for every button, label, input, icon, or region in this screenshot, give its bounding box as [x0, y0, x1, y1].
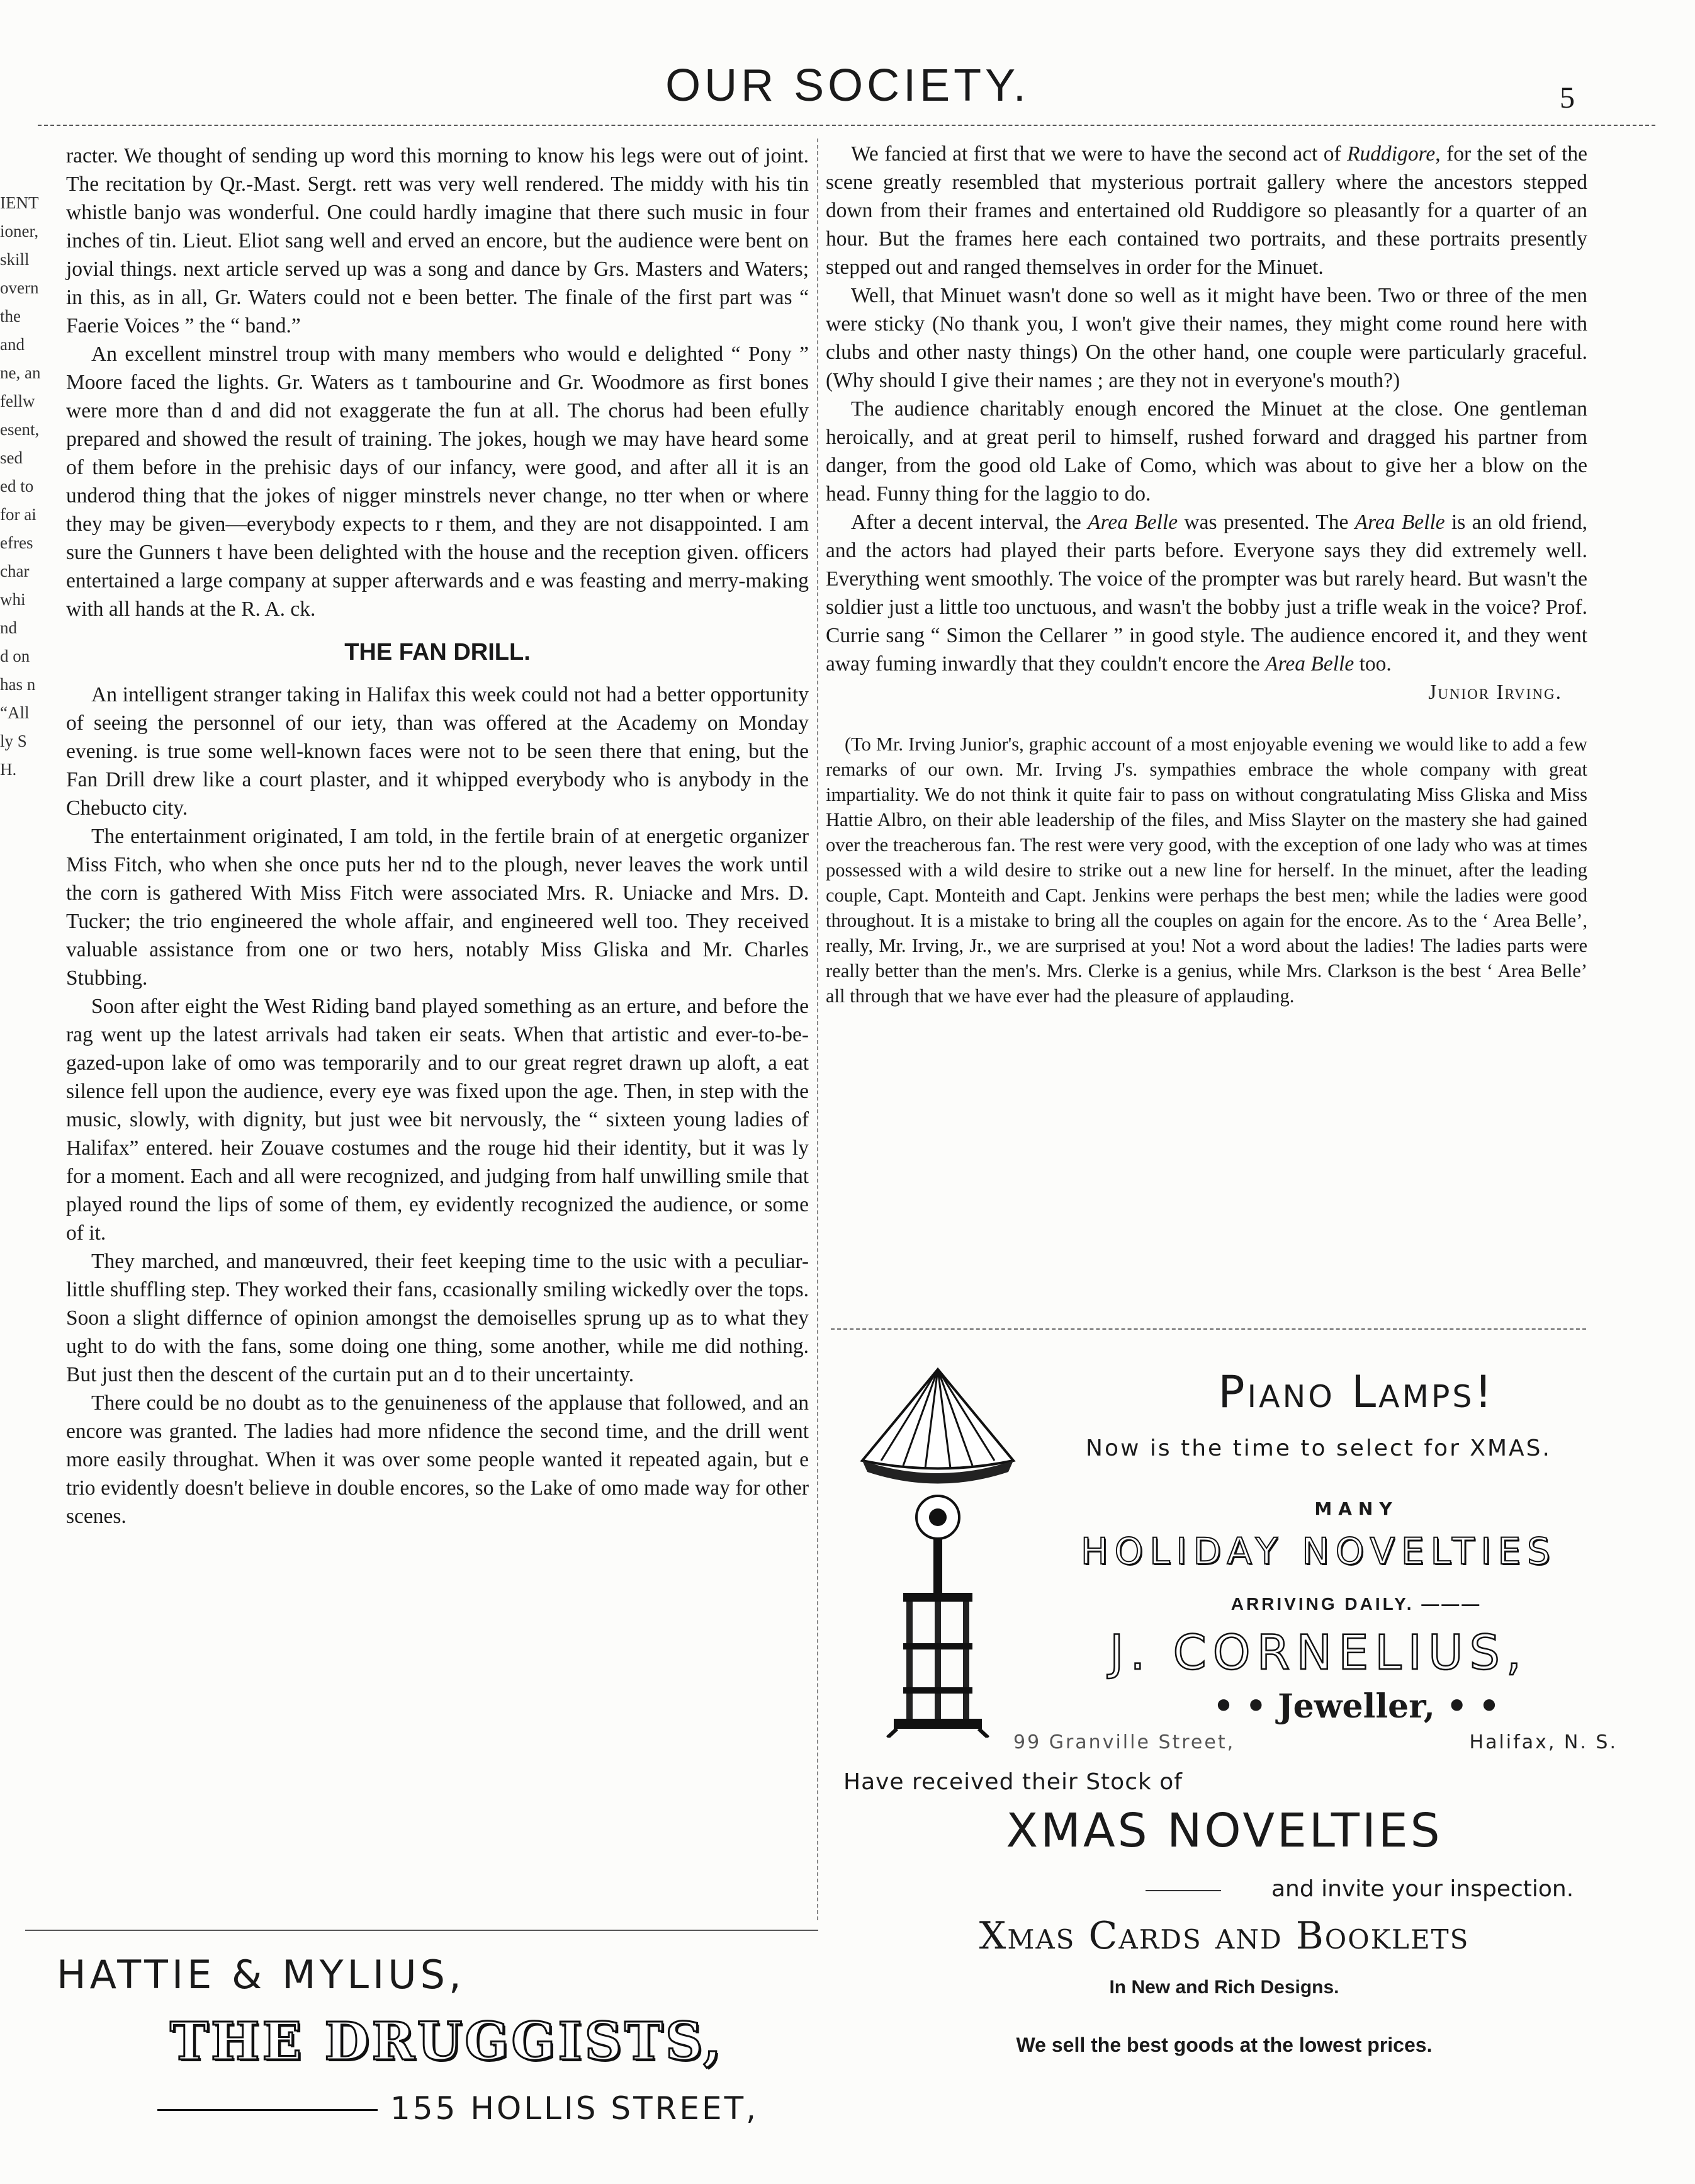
- right-column: [826, 140, 1587, 1009]
- druggists-ad: [38, 1939, 818, 2147]
- article-paragraph: The entertainment originated, I am told, in the fertile brain of at energetic organizer Miss Fitch, who when she once puts her nd to the plough, never leaves the work until the corn is gathered With Miss Fitch were associated Mrs. R. Uniacke and Mrs. D. Tucker; the trio engineered the whole affair, and engineered well too. They received valuable assistance from one or two hers, notably Miss Gliska and Mr. Charles Stubbing.: [66, 825, 809, 990]
- margin-fragment: char: [0, 562, 30, 580]
- margin-fragment: fellw: [0, 392, 35, 410]
- margin-fragment: nd: [0, 618, 17, 637]
- article-paragraph: Well, that Minuet wasn't done so well as it might have been. Two or three of the men were sticky (No thank you, I won't give their names, they might come round here with clubs and other nasty things) On the other hand, one couple were particularly graceful. (Why should I give their names ; are they not in everyone's mouth?): [826, 284, 1587, 392]
- margin-fragment: ne, an: [0, 363, 41, 382]
- article-paragraph: racter. We thought of sending up word this morning to know his legs were out of joint. The recitation by Qr.-Mast. Sergt. rett was very well rendered. The middy with his tin whistle banjo was wonderful. One could hardly imagine that there such music in four inches of tin. Lieut. Eliot sang well and erved an encore, but the audience were bent on jovial things. next article served up was a song and dance by Grs. Masters and Waters; in this, as in all, Gr. Waters could not e been better. The finale of the first part was “ Faerie Voices ” the “ band.”: [66, 144, 809, 337]
- xmas-novelties-ad: [831, 1757, 1618, 2134]
- margin-fragment: sed: [0, 448, 23, 467]
- lamp-ad-title: Piano Lamps!: [1218, 1366, 1495, 1418]
- lamp-ad-street: 99 Granville Street,: [1013, 1731, 1236, 1753]
- article-paragraph: Soon after eight the West Riding band played something as an erture, and before the rag went up the latest arrivals had taken eir seats. When that artistic and ever-to-be-gazed-upon lake of omo was temporarily and to our great regret drawn up aloft, a eat silence fell upon the audience, every eye was fixed upon the age. Then, in step with the music, slowly, with dignity, but just wee bit nervously, the “ sixteen young ladies of Halifax” entered. heir Zouave costumes and the rouge hid their identity, but it was ly for a moment. Each and all were recognized, and judging from half unwilling smile that played round the lips of some of them, ey evidently recognized the audience, or some of it.: [66, 995, 809, 1245]
- margin-fragment: ed to: [0, 477, 34, 495]
- article-paragraph: They marched, and manœuvred, their feet keeping time to the usic with a peculiar-little shuffling step. They worked their fans, ccasionally smiling wickedly over the tops. Soon a slight differnce of opinion amongst the demoiselles sprung up as to what they ught to do with the fans, some doing one thing, some another, while me did nothing. But just then the descent of the curtain put an d to their uncertainty.: [66, 1250, 809, 1386]
- margin-fragment: the: [0, 307, 21, 325]
- margin-fragment: skill: [0, 250, 30, 269]
- xmas-ad-dash: [1146, 1890, 1221, 1891]
- margin-fragment: esent,: [0, 420, 40, 439]
- article-paragraph: There could be no doubt as to the genuineness of the applause that followed, and an encore was granted. The ladies had more nfidence the second time, and the drill went more easily throughat. When it was over some people wanted it repeated again, but e trio evidently doesn't believe in double encores, so the Lake of omo made way for other scenes.: [66, 1391, 809, 1528]
- page-number: 5: [1560, 81, 1575, 115]
- section-heading: THE FAN DRILL.: [344, 639, 531, 665]
- note-rule: [831, 1328, 1586, 1330]
- xmas-ad-received: Have received their Stock of: [843, 1769, 1183, 1795]
- margin-fragment: efres: [0, 533, 33, 552]
- margin-fragment: has n: [0, 675, 36, 694]
- lamp-ad-subtitle: Now is the time to select for XMAS.: [1086, 1435, 1551, 1461]
- xmas-ad-slogan: We sell the best goods at the lowest prices.: [1016, 2034, 1433, 2056]
- article-paragraph: An intelligent stranger taking in Halifax this week could not had a better opportunity of seeing the personnel of our iety, than was offered at the Academy on Monday evening. is true some well-known faces were not to be seen there that ening, but the Fan Drill drew like a court plaster, and it whipped everybody who is anybody in the Chebucto city.: [66, 683, 809, 820]
- druggist-ad-street: 155 HOLLIS STREET,: [390, 2090, 759, 2127]
- lamp-ad-many: MANY: [1314, 1498, 1399, 1519]
- lamp-ad-address: [1013, 1731, 1618, 1753]
- margin-fragment: d on: [0, 647, 30, 665]
- left-column: [66, 142, 809, 1530]
- article-paragraph: We fancied at first that we were to have the second act of Ruddigore, for the set of the scene greatly resembled that mysterious portrait gallery where the ancestors stepped down from their frames and entertained old Ruddigore so pleasantly for a quarter of an hour. But the frames here each contained two portraits, and these portraits presently stepped out and ranged themselves in order for the Minuet.: [826, 142, 1587, 279]
- margin-fragment: overn: [0, 278, 39, 297]
- druggist-ad-name: HATTIE & MYLIUS,: [57, 1952, 465, 1998]
- margin-fragment: IENT: [0, 193, 39, 212]
- article-paragraph: The audience charitably enough encored the Minuet at the close. One gentleman heroically, and at great peril to himself, rushed forward and dragged his partner from danger, from the good old Lake of Como, which was about to give her a blow on the head. Funny thing for the laggio to do.: [826, 397, 1587, 506]
- druggist-ad-line: [157, 2109, 378, 2111]
- lamp-ad-merchant: J. CORNELIUS,: [1109, 1624, 1528, 1680]
- druggist-ad-trade: THE DRUGGISTS,: [170, 2011, 724, 2072]
- lamp-ad-arriving: ARRIVING DAILY. ———: [1230, 1594, 1482, 1614]
- lamp-ad-jeweller: • • Jeweller, • •: [1213, 1687, 1500, 1726]
- lamp-ad-city: Halifax, N. S.: [1469, 1731, 1618, 1753]
- piano-lamp-icon: [843, 1360, 1032, 1738]
- header-rule: [38, 125, 1655, 126]
- lamp-ad-holiday: HOLIDAY NOVELTIES: [1080, 1530, 1557, 1573]
- margin-fragments: [0, 189, 63, 784]
- column-divider: [817, 139, 818, 1920]
- margin-fragment: ly S: [0, 732, 27, 750]
- margin-fragment: “All: [0, 703, 30, 722]
- masthead-title: OUR SOCIETY.: [665, 60, 1030, 111]
- margin-fragment: whi: [0, 590, 26, 609]
- margin-fragment: ioner,: [0, 222, 39, 240]
- author-signature: Junior Irving.: [1428, 681, 1562, 704]
- margin-fragment: H.: [0, 760, 17, 779]
- margin-fragment: and: [0, 335, 25, 354]
- xmas-ad-invite: and invite your inspection.: [1271, 1876, 1574, 1902]
- article-paragraph: After a decent interval, the Area Belle was presented. The Area Belle is an old friend, and the actors had played their parts before. Everyone says they did extremely well. Everything went smoothly. The voice of the prompter was but rarely heard. But wasn't the soldier just a little too unctuous, and wasn't the bobby just a trifle weak in the voice? Prof. Currie sang “ Simon the Cellarer ” in good style. The audience encored it, and they went away fuming inwardly that they couldn't encore the Area Belle too.: [826, 511, 1587, 676]
- margin-fragment: for ai: [0, 505, 37, 524]
- article-paragraph: An excellent minstrel troup with many members who would e delighted “ Pony ” Moore faced the lights. Gr. Waters as t tambourine and Gr. Woodmore as first bones were more than d and did not exaggerate the fun at all. The chorus had been efully prepared and showed the result of training. The jokes, hough we may have heard some of them before in the prehisic days of our infancy, were good, and after all it is an underod thing that the jokes of nigger minstrels never change, no tter when or where they may be given—everybody expects to r them, and they are not disappointed. I am sure the Gunners t have been delighted with the house and the reception given. officers entertained a large company at supper afterwards and e was feasting and merry-making with all hands at the R. A. ck.: [66, 342, 809, 621]
- piano-lamps-ad: [831, 1347, 1618, 1753]
- xmas-ad-title: XMAS NOVELTIES: [1006, 1804, 1443, 1858]
- bottom-rule: [25, 1930, 818, 1931]
- xmas-ad-cards: Xmas Cards and Booklets: [979, 1914, 1470, 1958]
- editor-note: (To Mr. Irving Junior's, graphic account of a most enjoyable evening we would like to add a few remarks of our own. Mr. Irving J's. sympathies embrace the whole company with great impartiality. We do not think it quite fair to pass on without congratulating Miss Gliska and Miss Hattie Albro, on their able leadership of the files, and Miss Slayter on the mastery she had gained over the treacherous fan. The rest were very good, with the exception of one lady who was at times possessed with a wild desire to strike out a new line for herself. In the minuet, after the leading couple, Capt. Monteith and Capt. Jenkins were perhaps the best men; while the ladies were good throughout. It is a mistake to bring all the couples on again for the encore. As to the ‘ Area Belle’, really, Mr. Irving, Jr., we are surprised at you! Not a word about the ladies! The ladies parts were really better than the men's. Mrs. Clerke is a genius, while Mrs. Clarkson is the best ‘ Area Belle’ all through that we have ever had the pleasure of applauding.: [826, 733, 1587, 1007]
- xmas-ad-designs: In New and Rich Designs.: [1109, 1977, 1339, 1998]
